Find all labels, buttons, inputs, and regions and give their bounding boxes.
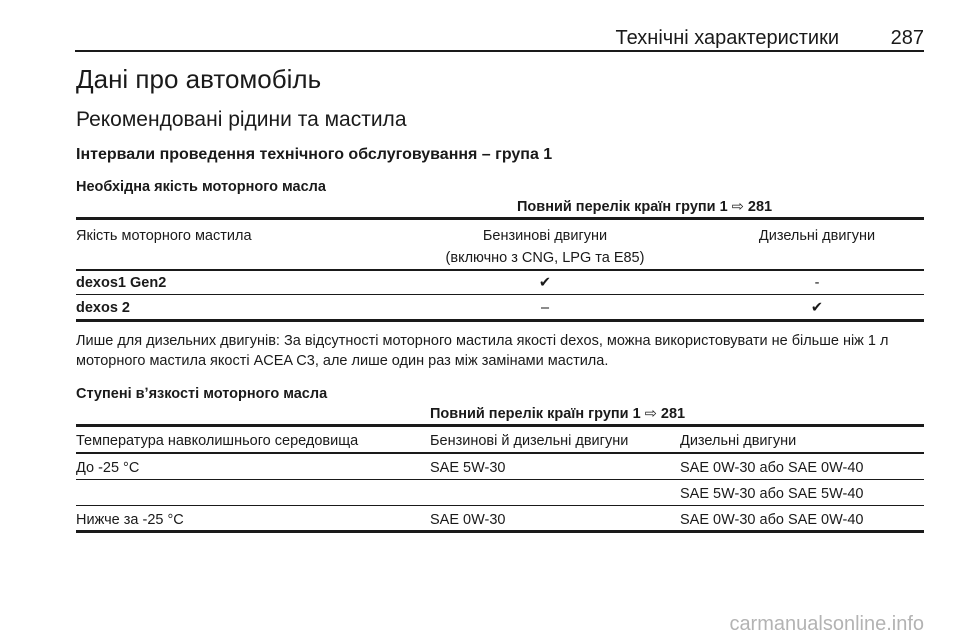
table-rule bbox=[76, 479, 924, 480]
table-rule bbox=[76, 505, 924, 506]
arrow-right-icon: ⇨ bbox=[644, 406, 657, 422]
oil-grade: dexos1 Gen2 bbox=[76, 275, 167, 291]
petrol-value: – bbox=[540, 300, 550, 316]
column-header-grade: Якість моторного мастила bbox=[76, 228, 252, 244]
column-header-diesel: Дизельні двигуни bbox=[758, 228, 876, 244]
diesel-check-icon: ✔ bbox=[810, 300, 824, 316]
table-rule bbox=[76, 452, 924, 454]
diesel-viscosity: SAE 5W-30 або SAE 5W-40 bbox=[680, 486, 864, 502]
reference-text: Повний перелік країн групи 1 bbox=[430, 406, 641, 422]
column-header-temperature: Температура навколишнього середовища bbox=[76, 433, 359, 449]
table-rule bbox=[76, 424, 924, 427]
table-rule bbox=[76, 294, 924, 295]
page-header bbox=[75, 27, 924, 52]
table-rule bbox=[76, 530, 924, 533]
temperature: До -25 °C bbox=[76, 460, 140, 476]
subsection-title: Рекомендовані рідини та мастила bbox=[76, 108, 407, 131]
column-header-petrol: Бензинові двигуни bbox=[482, 228, 608, 244]
group-title: Інтервали проведення технічного обслуговування – група 1 bbox=[76, 146, 553, 163]
diesel-viscosity: SAE 0W-30 або SAE 0W-40 bbox=[680, 460, 864, 476]
reference-text: Повний перелік країн групи 1 bbox=[517, 199, 728, 215]
diesel-note: Лише для дизельних двигунів: За відсутності моторного мастила якості dexos, можна використовувати не більше ніж 1 л моторного мастила якості ACEA C3, але лише один раз між замінами мастила. bbox=[76, 333, 889, 369]
column-header-petrol-diesel: Бензинові й дизельні двигуни bbox=[430, 433, 629, 449]
quality-table-title: Необхідна якість моторного масла bbox=[76, 179, 326, 195]
petrol-diesel-viscosity: SAE 0W-30 bbox=[430, 512, 506, 528]
table-rule bbox=[76, 269, 924, 271]
petrol-check-icon: ✔ bbox=[538, 275, 552, 291]
petrol-diesel-viscosity: SAE 5W-30 bbox=[430, 460, 506, 476]
reference-page: 281 bbox=[660, 406, 686, 422]
table-rule bbox=[76, 217, 924, 220]
diesel-viscosity: SAE 0W-30 або SAE 0W-40 bbox=[680, 512, 864, 528]
viscosity-table-reference[interactable] bbox=[430, 405, 685, 423]
header-title: Технічні характеристики bbox=[615, 27, 839, 49]
quality-table-reference[interactable] bbox=[517, 198, 772, 216]
arrow-right-icon: ⇨ bbox=[731, 199, 744, 215]
temperature: Нижче за -25 °C bbox=[76, 512, 184, 528]
section-title: Дані про автомобіль bbox=[76, 64, 322, 94]
column-header-petrol-subnote: (включно з CNG, LPG та E85) bbox=[445, 250, 645, 266]
page-number: 287 bbox=[890, 27, 924, 49]
column-header-diesel: Дизельні двигуни bbox=[680, 433, 797, 449]
diesel-value: - bbox=[814, 275, 820, 291]
viscosity-table-title: Ступені вʼязкості моторного масла bbox=[76, 386, 328, 402]
table-rule bbox=[76, 319, 924, 322]
watermark: carmanualsonline.info bbox=[729, 613, 924, 635]
oil-grade: dexos 2 bbox=[76, 300, 130, 316]
reference-page: 281 bbox=[747, 199, 773, 215]
